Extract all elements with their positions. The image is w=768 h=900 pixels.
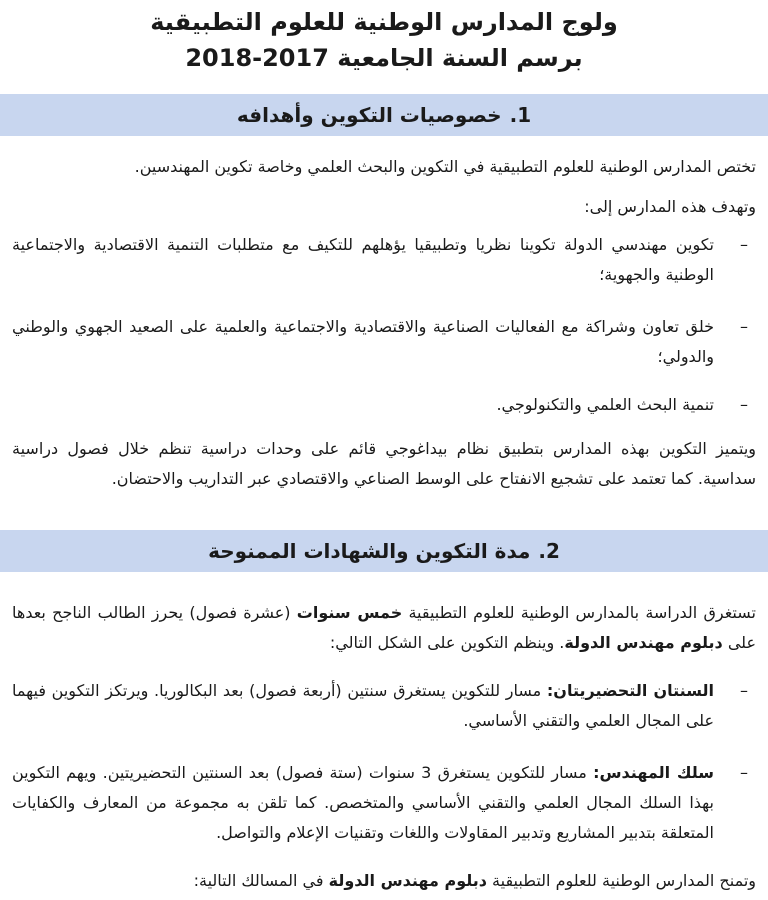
duration-emphasis: خمس سنوات bbox=[296, 603, 403, 622]
section-2-heading bbox=[0, 530, 768, 572]
document-subtitle: برسم السنة الجامعية 2017-2018 bbox=[185, 44, 583, 72]
diploma-emphasis: دبلوم مهندس الدولة bbox=[328, 871, 487, 890]
section-1-goals-intro: وتهدف هذه المدارس إلى: bbox=[584, 197, 756, 216]
goal-text: تكوين مهندسي الدولة تكوينا نظريا وتطبيقيا يؤهلهم للتكيف مع متطلبات التنمية الاقتصادية والاجتماعية الوطنية والجهوية؛ bbox=[12, 235, 714, 284]
program-description: مسار للتكوين يستغرق 3 سنوات (ستة فصول) بعد السنتين التحضيريتين. ويهم التكوين بهذا السلك المجال العلمي والتقني الأساسي والمتخصص. كما تلقن به مجموعة من المعارف والكفايات المتعلقة بتدبير المشاريع وتدبير المقاولات واللغات وتقنيات الإعلام والتواصل. bbox=[12, 763, 714, 842]
program-text bbox=[12, 676, 714, 736]
program-text bbox=[12, 758, 714, 848]
bullet-dash: – bbox=[740, 395, 748, 414]
program-label: السنتان التحضيريتان: bbox=[546, 681, 714, 700]
section-2-title: مدة التكوين والشهادات الممنوحة bbox=[208, 539, 531, 563]
bullet-dash: – bbox=[740, 317, 748, 336]
section-2-intro bbox=[12, 598, 756, 658]
section-2-number: 2. bbox=[538, 539, 560, 563]
text-run: تستغرق الدراسة بالمدارس الوطنية للعلوم التطبيقية bbox=[402, 603, 756, 622]
bullet-dash: – bbox=[740, 763, 748, 782]
bullet-dash: – bbox=[740, 235, 748, 254]
program-item-engineer bbox=[12, 758, 756, 848]
section-1-closing: ويتميز التكوين بهذه المدارس بتطبيق نظام بيداغوجي قائم على وحدات دراسية تنظم خلال فصول دراسية سداسية. كما تعتمد على تشجيع الانفتاح على الوسط الصناعي والاقتصادي عبر التداريب والاحتضان. bbox=[12, 439, 756, 488]
section-2-closing bbox=[12, 866, 756, 896]
goal-text: خلق تعاون وشراكة مع الفعاليات الصناعية والاقتصادية والاجتماعية والعلمية على الصعيد الجهوي والوطني والدولي؛ bbox=[12, 317, 714, 366]
text-run: (عشرة فصول) يحرز الطالب الناجح بعدها على bbox=[12, 603, 756, 652]
document-title: ولوج المدارس الوطنية للعلوم التطبيقية bbox=[150, 8, 618, 36]
diploma-emphasis: دبلوم مهندس الدولة bbox=[564, 633, 723, 652]
goal-item bbox=[12, 230, 756, 290]
goal-item bbox=[12, 390, 756, 420]
program-item-preparatory bbox=[12, 676, 756, 736]
text-run: . وينظم التكوين على الشكل التالي: bbox=[329, 633, 565, 652]
program-label: سلك المهندس: bbox=[593, 763, 715, 782]
bullet-dash: – bbox=[740, 681, 748, 700]
section-1-heading bbox=[0, 94, 768, 136]
goal-item bbox=[12, 312, 756, 372]
section-1-title: خصوصيات التكوين وأهدافه bbox=[236, 103, 502, 127]
goal-text: تنمية البحث العلمي والتكنولوجي. bbox=[496, 395, 714, 414]
text-run: وتمنح المدارس الوطنية للعلوم التطبيقية bbox=[486, 871, 756, 890]
text-run: في المسالك التالية: bbox=[193, 871, 329, 890]
section-1-number: 1. bbox=[509, 103, 532, 127]
program-description: مسار للتكوين يستغرق سنتين (أربعة فصول) بعد البكالوريا. ويرتكز التكوين فيهما على المجال العلمي والتقني الأساسي. bbox=[12, 681, 714, 730]
section-1-intro: تختص المدارس الوطنية للعلوم التطبيقية في التكوين والبحث العلمي وخاصة تكوين المهندسين. bbox=[134, 157, 756, 176]
